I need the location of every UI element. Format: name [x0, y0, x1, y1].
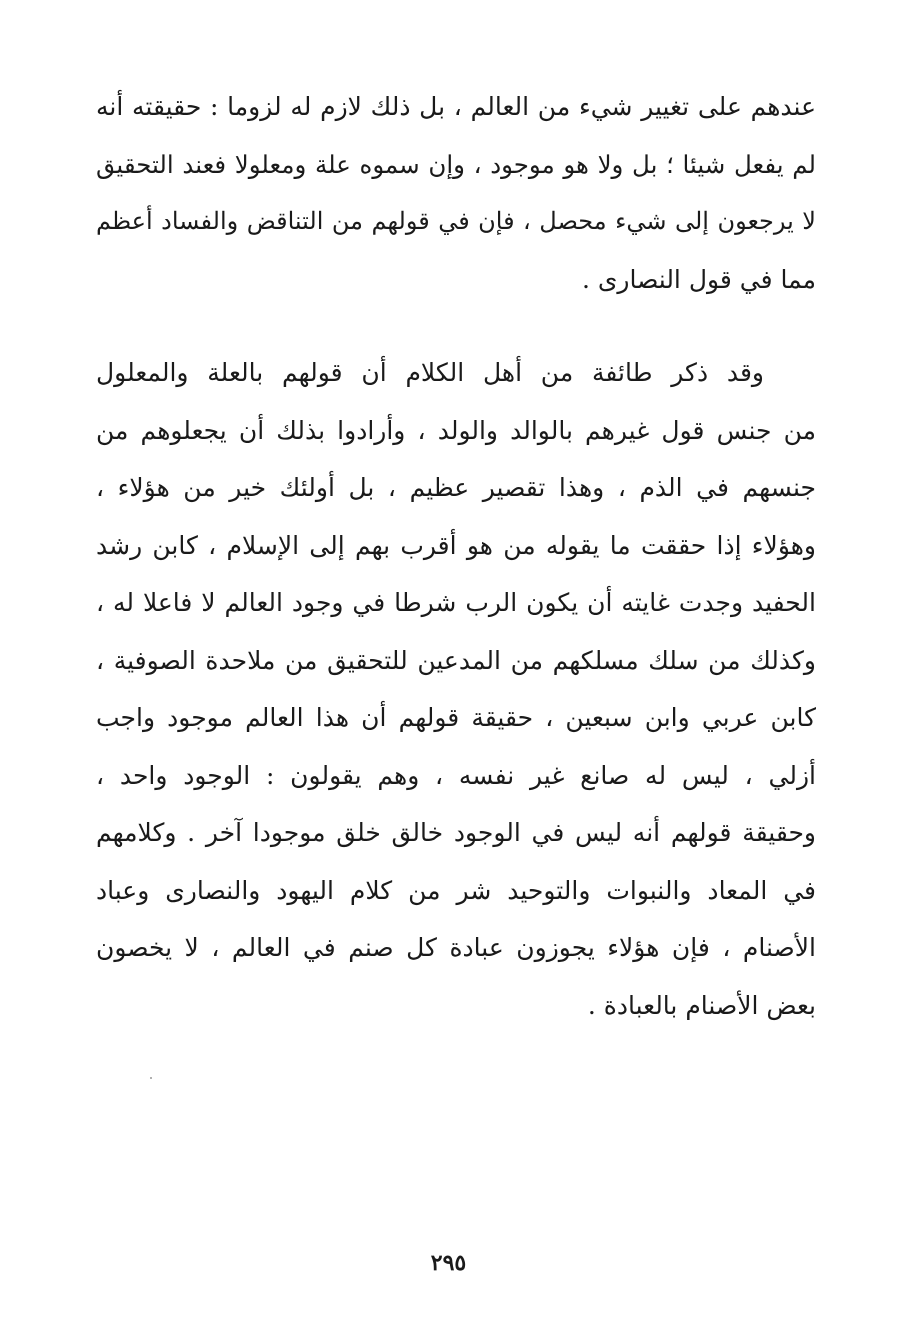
text-line: لم يفعل شيئا ؛ بل ولا هو موجود ، وإن سموه علة ومعلولا فعند التحقيق	[96, 149, 816, 179]
text-line: وكذلك من سلك مسلكهم من المدعين للتحقيق من ملاحدة الصوفية ،	[96, 645, 816, 675]
text-line: وحقيقة قولهم أنه ليس في الوجود خالق خلق موجودا آخر . وكلامهم	[96, 818, 816, 847]
page-number: ٢٩٥	[430, 1250, 467, 1276]
text-line: الأصنام ، فإن هؤلاء يجوزون عبادة كل صنم في العالم ، لا يخصون	[96, 933, 816, 962]
text-line: مما في قول النصارى .	[581, 264, 816, 294]
text-line: لا يرجعون إلى شيء محصل ، فإن في قولهم من التناقض والفساد أعظم	[96, 207, 816, 235]
text-line: جنسهم في الذم ، وهذا تقصير عظيم ، بل أولئك خير من هؤلاء ،	[96, 473, 816, 502]
text-line: وقد ذكر طائفة من أهل الكلام أن قولهم بالعلة والمعلول	[96, 358, 764, 387]
text-line: من جنس قول غيرهم بالوالد والولد ، وأرادوا بذلك أن يجعلوهم من	[96, 415, 816, 445]
paragraph-1	[96, 78, 816, 308]
text-line: بعض الأصنام بالعبادة .	[587, 990, 816, 1020]
text-line: أزلي ، ليس له صانع غير نفسه ، وهم يقولون : الوجود واحد ،	[96, 760, 816, 790]
paragraph-2	[96, 344, 816, 1034]
text-line: الحفيد وجدت غايته أن يكون الرب شرطا في وجود العالم لا فاعلا له ،	[96, 588, 816, 617]
text-line: في المعاد والنبوات والتوحيد شر من كلام اليهود والنصارى وعباد	[96, 875, 816, 905]
text-line: وهؤلاء إذا حققت ما يقوله من هو أقرب بهم إلى الإسلام ، كابن رشد	[96, 530, 816, 560]
text-line: عندهم على تغيير شيء من العالم ، بل ذلك لازم له لزوما : حقيقته أنه	[96, 92, 816, 121]
scan-speck	[150, 1077, 152, 1079]
text-line: كابن عربي وابن سبعين ، حقيقة قولهم أن هذا العالم موجود واجب	[96, 703, 816, 732]
